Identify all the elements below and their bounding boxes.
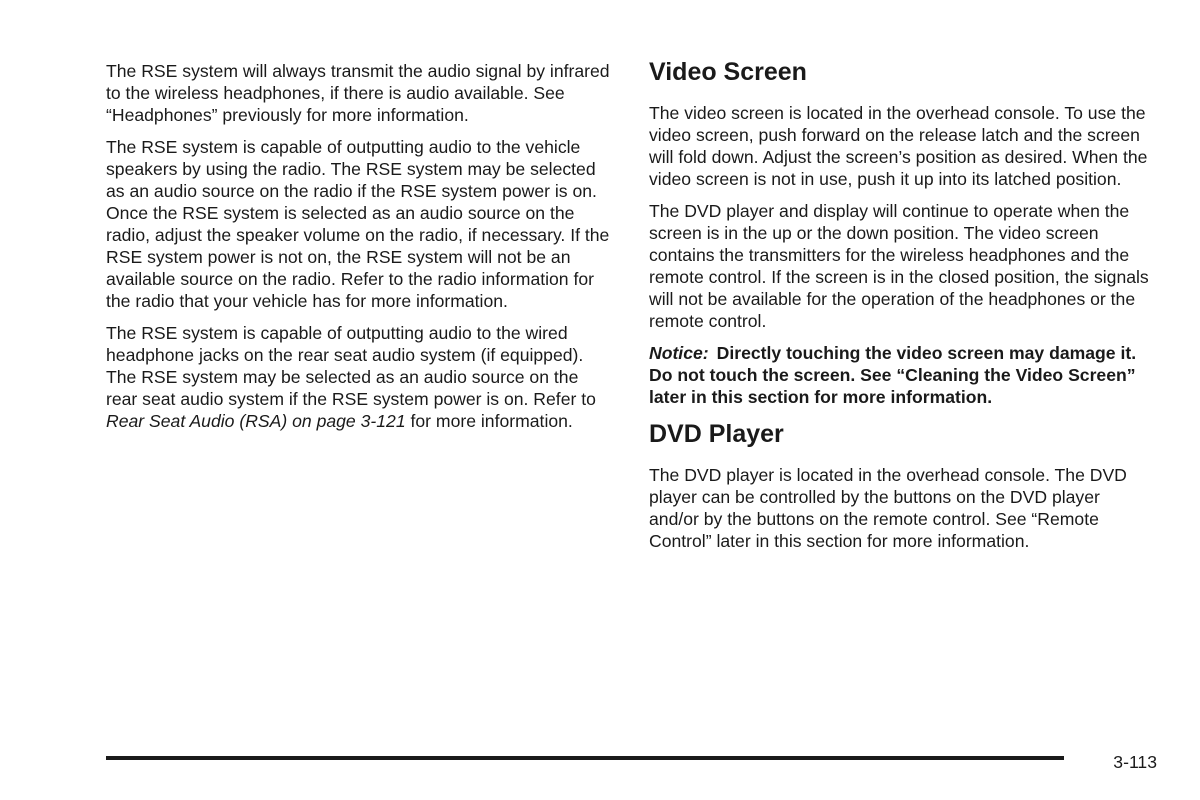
video-screen-operation-paragraph: The DVD player and display will continue to operate when the screen is in the up or the down position. The video screen contains the transmitters for the wireless headphones and the remote control. If the screen is in the closed position, the signals will not be available for the operation of the headphones or the remote control. [649,201,1149,331]
rse-headphone-jacks-text: The RSE system is capable of outputting audio to the wired headphone jacks on the rear seat audio system (if equipped). The RSE system may be selected as an audio source on the rear seat audio system if the RSE system power is on. Refer to [106,323,596,409]
page-number: 3-113 [1113,752,1157,772]
notice-label: Notice: [649,343,709,363]
right-column [649,56,1154,562]
notice-paragraph [649,342,1154,408]
video-screen-location-paragraph: The video screen is located in the overhead console. To use the video screen, push forward on the release latch and the screen will fold down. Adjust the screen’s position as desired. When the video screen is not in use, push it up into its latched position. [649,103,1148,189]
notice-text: Directly touching the video screen may damage it. Do not touch the screen. See “Cleaning the Video Screen” later in this section for more information. [649,343,1137,407]
dvd-player-paragraph: The DVD player is located in the overhead console. The DVD player can be controlled by the buttons on the DVD player and/or by the buttons on the remote control. See “Remote Control” later in this section for more information. [649,465,1127,551]
video-screen-heading: Video Screen [649,58,807,86]
footer-rule [106,756,1064,760]
rse-speakers-paragraph: The RSE system is capable of outputting audio to the vehicle speakers by using the radio. The RSE system may be selected as an audio source on the radio if the RSE system power is on. Once the RSE system is selected as an audio source on the radio, adjust the speaker volume on the radio, if necessary. If the RSE system power is not on, the RSE system will not be an available source on the radio. Refer to the radio information for the radio that your vehicle has for more information. [106,137,610,311]
rse-headphone-jacks-paragraph [106,322,614,432]
dvd-player-heading: DVD Player [649,420,784,448]
rear-seat-audio-reference: Rear Seat Audio (RSA) on page 3-121 [106,411,406,431]
left-column [106,60,614,442]
rse-headphone-jacks-tail: for more information. [405,411,573,431]
rse-transmit-paragraph: The RSE system will always transmit the audio signal by infrared to the wireless headphones, if there is audio available. See “Headphones” previously for more information. [106,61,610,125]
